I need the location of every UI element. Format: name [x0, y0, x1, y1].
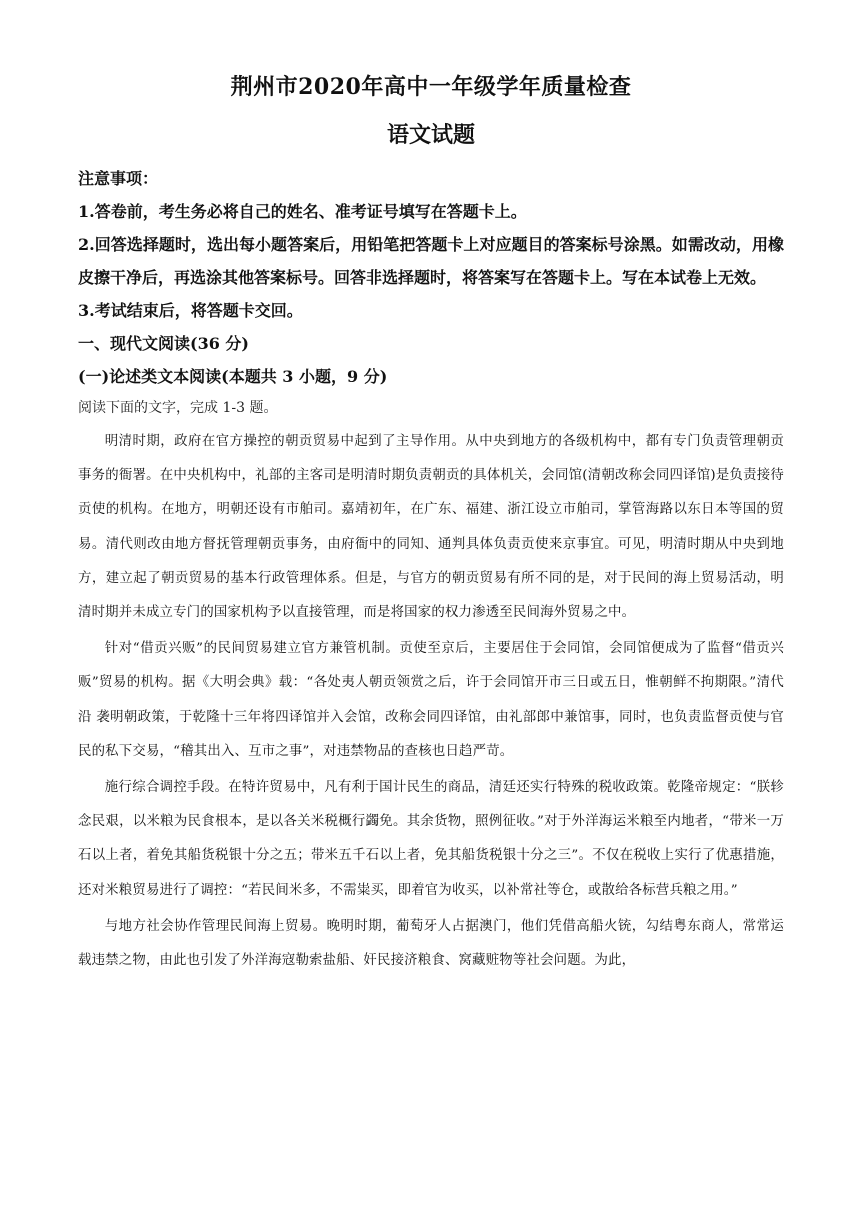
notice-item-1: 1.答卷前，考生务必将自己的姓名、准考证号填写在答题卡上。: [78, 202, 527, 221]
passage-paragraph-4: 与地方社会协作管理民间海上贸易。晚明时期，葡萄牙人占据澳门，他们凭借高船火铳，勾结粤东商人，常常运载违禁之物，由此也引发了外洋海寇勒索盐船、奸民接济粮食、窝藏赃物等社会问题。为此，: [78, 918, 784, 969]
page-subtitle: 语文试题: [386, 122, 475, 148]
notice-item-2: 2.回答选择题时，选出每小题答案后，用铅笔把答题卡上对应题目的答案标号涂黑。如需改动，用橡皮擦干净后，再选涂其他答案标号。回答非选择题时，将答案写在答题卡上。写在本试卷上无效。: [78, 235, 784, 287]
reading-instruction: 阅读下面的文字，完成 1-3 题。: [78, 400, 278, 416]
reading-passage: [78, 425, 784, 978]
passage-paragraph-2: 针对“借贡兴贩”的民间贸易建立官方兼管机制。贡使至京后，主要居住于会同馆，会同馆便成为了监督“借贡兴贩”贸易的机构。据《大明会典》载：“各处夷人朝贡领赏之后，许于会同馆开市三日或五日，惟朝鲜不拘期限。”清代沿 袭明朝政策，于乾隆十三年将四译馆并入会馆，改称会同四译馆，由礼部郎中兼馆事，同时，也负责监督贡使与官民的私下交易，“稽其出入、互市之事”，对违禁物品的查核也日趋严苛。: [78, 641, 784, 759]
notice-heading: 注意事项：: [78, 169, 159, 188]
exam-page: [78, 70, 784, 978]
page-title: 荆州市2020年高中一年级学年质量检查: [230, 74, 632, 100]
notice-block: [78, 162, 784, 327]
section-heading: 一、现代文阅读(36 分): [78, 334, 249, 353]
passage-paragraph-3: 施行综合调控手段。在特许贸易中，凡有利于国计民生的商品，清廷还实行特殊的税收政策。乾隆帝规定：“朕轸念民艰，以米粮为民食根本，是以各关米税概行蠲免。其余货物，照例征收。”对于外洋海运米粮至内地者，“带米一万石以上者，着免其船货税银十分之五；带米五千石以上者，免其船货税银十分之三”。不仅在税收上实行了优惠措施，还对米粮贸易进行了调控：“若民间米多，不需粜买，即着官为收买，以补常社等仓，或散给各标营兵粮之用。”: [78, 780, 784, 898]
notice-item-3: 3.考试结束后，将答题卡交回。: [78, 301, 303, 320]
subsection-heading: (一)论述类文本阅读(本题共 3 小题，9 分): [78, 367, 388, 386]
passage-paragraph-1: 明清时期，政府在官方操控的朝贡贸易中起到了主导作用。从中央到地方的各级机构中，都有专门负责管理朝贡事务的衙署。在中央机构中，礼部的主客司是明清时期负责朝贡的具体机关，会同馆(清朝改称会同四译馆)是负责接待贡使的机构。在地方，明朝还设有市舶司。嘉靖初年，在广东、福建、浙江设立市舶司，掌管海路以东日本等国的贸易。清代则改由地方督抚管理朝贡事务，由府衙中的同知、通判具体负责贡使来京事宜。可见，明清时期从中央到地方，建立起了朝贡贸易的基本行政管理体系。但是，与官方的朝贡贸易有所不同的是，对于民间的海上贸易活动，明清时期并未成立专门的国家机构予以直接管理，而是将国家的权力渗透至民间海外贸易之中。: [78, 434, 784, 621]
